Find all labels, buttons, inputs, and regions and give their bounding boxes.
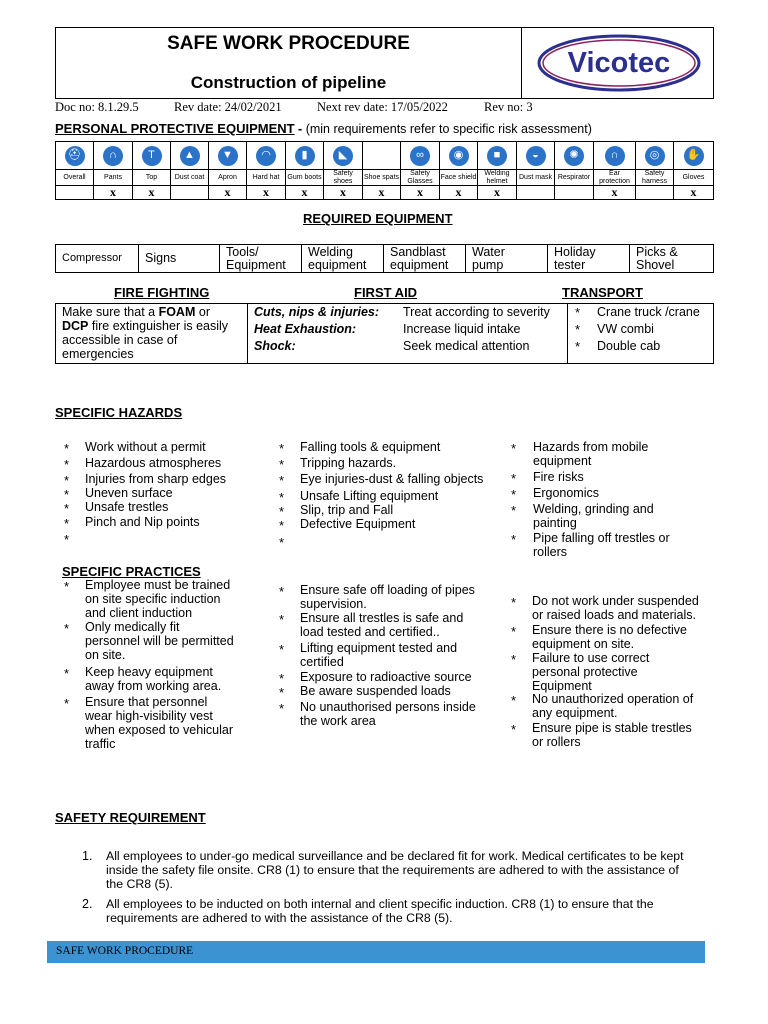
practice-item: Exposure to radioactive source	[300, 670, 472, 684]
ppe-label: Apron	[209, 169, 246, 185]
hazard-item: equipment	[533, 454, 592, 468]
ppe-icon-cell	[440, 142, 477, 169]
hard-hat-icon: ◠	[256, 146, 276, 166]
ppe-heading: PERSONAL PROTECTIVE EQUIPMENT	[55, 121, 295, 136]
ppe-column	[133, 142, 171, 199]
bullet-star-icon: *	[64, 532, 70, 547]
ppe-icon-cell	[555, 142, 593, 169]
practice-item: Ensure that personnel	[85, 695, 208, 709]
bullet-star-icon: *	[279, 457, 285, 472]
practice-item: No unauthorized operation of	[532, 692, 694, 706]
pants-icon: ∩	[103, 146, 123, 166]
bullet-star-icon: *	[279, 518, 285, 533]
dust-coat-icon: ▲	[180, 146, 200, 166]
ppe-icon-cell	[133, 142, 170, 169]
ppe-column	[56, 142, 94, 199]
safety-requirement-text: All employees to under-go medical surveillance and be declared fit for work. Medical certificates to be kept	[106, 849, 684, 863]
ppe-table	[55, 141, 714, 200]
footer-text: SAFE WORK PROCEDURE	[56, 945, 194, 957]
required-equipment-line: Equipment	[226, 257, 286, 272]
ppe-icon-cell	[401, 142, 439, 169]
safety-requirement-text: the CR8 (5).	[106, 877, 173, 891]
practice-item: traffic	[85, 737, 116, 751]
ppe-heading-line	[55, 121, 592, 136]
bullet-star-icon: *	[511, 693, 517, 708]
vicotec-logo	[537, 34, 701, 92]
required-equipment-item	[384, 245, 466, 272]
ppe-icon-cell	[478, 142, 516, 169]
hazard-item: Unsafe Lifting equipment	[300, 489, 439, 503]
ppe-column	[401, 142, 440, 199]
hazard-item: Tripping hazards.	[300, 456, 397, 470]
bullet-star-icon: *	[511, 624, 517, 639]
ppe-column	[555, 142, 594, 199]
required-equipment-item	[220, 245, 302, 272]
ppe-mark: x	[478, 185, 516, 199]
required-equipment-line: Shovel	[636, 257, 675, 272]
required-equipment-text	[308, 246, 366, 272]
document-title: SAFE WORK PROCEDURE	[167, 33, 410, 54]
practice-item: Ensure there is no defective	[532, 623, 687, 637]
bullet-star-icon: *	[64, 579, 70, 594]
ppe-column	[636, 142, 674, 199]
practice-item: Lifting equipment tested and	[300, 641, 458, 655]
practice-item: equipment on site.	[532, 637, 635, 651]
ppe-label: Gloves	[674, 169, 713, 185]
bullet-star-icon: *	[279, 473, 285, 488]
practice-item: and client induction	[85, 606, 193, 620]
hazard-item: rollers	[533, 545, 568, 559]
shoe-spats-icon	[372, 146, 392, 166]
apron-icon: ▼	[218, 146, 238, 166]
required-equipment-text	[472, 246, 505, 272]
hazard-item: Fire risks	[533, 470, 584, 484]
required-equipment-line: pump	[472, 257, 504, 272]
specific-hazards-heading: SPECIFIC HAZARDS	[55, 405, 183, 420]
bullet-star-icon: *	[279, 584, 285, 599]
ppe-icon-cell	[636, 142, 673, 169]
practice-item: or raised loads and materials.	[532, 608, 696, 622]
ppe-icon-cell	[674, 142, 713, 169]
hazard-item: Eye injuries-dust & falling objects	[300, 472, 484, 486]
doc-number: Doc no: 8.1.29.5	[55, 100, 139, 114]
ppe-mark	[555, 185, 593, 199]
required-equipment-text	[62, 252, 122, 265]
ppe-column	[324, 142, 363, 199]
first-aid-term: Heat Exhaustion:	[254, 322, 357, 336]
ppe-column	[674, 142, 713, 199]
ppe-icon-cell	[517, 142, 554, 169]
required-equipment-text	[554, 246, 596, 272]
practice-item: when exposed to vehicular	[85, 723, 234, 737]
ppe-mark	[171, 185, 208, 199]
ppe-mark: x	[363, 185, 400, 199]
ppe-mark: x	[247, 185, 285, 199]
practice-item: Be aware suspended loads	[300, 684, 451, 698]
bullet-star-icon: *	[64, 473, 70, 488]
ppe-column	[247, 142, 286, 199]
ppe-icon-cell	[324, 142, 362, 169]
hazard-item: Injuries from sharp edges	[85, 472, 227, 486]
practice-item: personnel will be permitted	[85, 634, 234, 648]
hazard-item: Pinch and Nip points	[85, 515, 200, 529]
practice-item: personal protective	[532, 665, 638, 679]
ppe-icon-cell	[594, 142, 635, 169]
safety-shoes-icon: ◣	[333, 146, 353, 166]
ppe-column	[363, 142, 401, 199]
required-equipment-item	[56, 245, 139, 272]
required-equipment-line: Signs	[145, 251, 177, 265]
practice-item: on site specific induction	[85, 592, 221, 606]
bullet-star-icon: *	[279, 504, 285, 519]
practice-item: or rollers	[532, 735, 581, 749]
safety-requirement-text: requirements are adhered to with the assistance of the CR8 (5).	[106, 911, 453, 925]
required-equipment-item	[466, 245, 548, 272]
required-equipment-line: Welding	[308, 244, 353, 259]
bullet-star-icon: *	[575, 339, 581, 354]
ppe-mark	[517, 185, 554, 199]
bullet-star-icon: *	[511, 503, 517, 518]
practice-item: Ensure all trestles is safe and	[300, 611, 464, 625]
required-equipment-line: Sandblast	[390, 244, 446, 259]
hazard-item: painting	[533, 516, 577, 530]
document-subtitle: Construction of pipeline	[190, 73, 387, 92]
bullet-star-icon: *	[64, 501, 70, 516]
bullet-star-icon: *	[64, 441, 70, 456]
ear-protection-icon: ∩	[605, 146, 625, 166]
ppe-note: (min requirements refer to specific risk assessment)	[305, 122, 592, 136]
bullet-star-icon: *	[279, 642, 285, 657]
ppe-mark: x	[133, 185, 170, 199]
ppe-label: Face shield	[440, 169, 477, 185]
ppe-label: Hard hat	[247, 169, 285, 185]
specific-practices-heading: SPECIFIC PRACTICES	[62, 564, 201, 579]
ppe-column	[94, 142, 133, 199]
practice-item: the work area	[300, 714, 376, 728]
next-rev-date: Next rev date: 17/05/2022	[317, 100, 448, 114]
practice-item: Keep heavy equipment	[85, 665, 213, 679]
hazard-item: Hazardous atmospheres	[85, 456, 222, 470]
ppe-column	[209, 142, 247, 199]
top-icon: T	[142, 146, 162, 166]
bullet-star-icon: *	[279, 671, 285, 686]
bullet-star-icon: *	[279, 441, 285, 456]
hazard-item: Hazards from mobile	[533, 440, 649, 454]
ppe-icon-cell	[94, 142, 132, 169]
transport-cell	[568, 304, 713, 363]
first-aid-action: Treat according to severity	[403, 305, 550, 319]
transport-item: Double cab	[597, 339, 661, 353]
first-aid-action: Seek medical attention	[403, 339, 530, 353]
ppe-mark	[56, 185, 93, 199]
ppe-label: Safety harness	[636, 169, 673, 185]
practice-item: supervision.	[300, 597, 367, 611]
bullet-star-icon: *	[279, 535, 285, 550]
bullet-star-icon: *	[279, 490, 285, 505]
required-equipment-line: Water	[472, 244, 505, 259]
ppe-label: Dust coat	[171, 169, 208, 185]
required-equipment-line: Picks &	[636, 244, 678, 259]
ppe-label: Safety Glasses	[401, 169, 439, 185]
first-aid-term: Cuts, nips & injuries:	[254, 305, 380, 319]
required-equipment-table	[55, 244, 714, 273]
ppe-icon-cell	[56, 142, 93, 169]
ppe-mark: x	[94, 185, 132, 199]
required-equipment-line: Tools/	[226, 244, 259, 259]
bullet-star-icon: *	[511, 487, 517, 502]
ppe-label: Ear protection	[594, 169, 635, 185]
practice-item: Equipment	[532, 679, 592, 693]
required-equipment-line: Compressor	[62, 252, 122, 264]
safety-requirement-number: 2.	[82, 897, 93, 911]
ppe-mark: x	[674, 185, 713, 199]
fire-fighting-heading: FIRE FIGHTING	[114, 285, 210, 300]
safety-requirement-text: All employees to be inducted on both internal and client specific induction. CR8 (1) to ensure that the	[106, 897, 654, 911]
bullet-star-icon: *	[575, 305, 581, 320]
required-equipment-text	[226, 246, 286, 272]
ppe-label: Shoe spats	[363, 169, 400, 185]
ppe-label: Dust mask	[517, 169, 554, 185]
bullet-star-icon: *	[511, 441, 517, 456]
ppe-label: Respirator	[555, 169, 593, 185]
header-divider	[521, 27, 522, 99]
safety-requirement-text: inside the safety file onsite. CR8 (1) to ensure that the requirements are adhered to with the assistance of	[106, 863, 679, 877]
ppe-mark: x	[324, 185, 362, 199]
practice-item: Ensure pipe is stable trestles	[532, 721, 692, 735]
face-shield-icon: ◉	[449, 146, 469, 166]
required-equipment-text	[145, 252, 176, 265]
ppe-column	[440, 142, 478, 199]
required-equipment-line: tester	[554, 257, 586, 272]
ppe-label: Gum boots	[286, 169, 323, 185]
ppe-icon-cell	[209, 142, 246, 169]
safety-requirement-number: 1.	[82, 849, 93, 863]
practice-item: away from working area.	[85, 679, 222, 693]
ppe-label: Top	[133, 169, 170, 185]
ppe-mark: x	[209, 185, 246, 199]
practice-item: No unauthorised persons inside	[300, 700, 476, 714]
bullet-star-icon: *	[279, 612, 285, 627]
ppe-column	[478, 142, 517, 199]
logo-text: Vicotec	[567, 47, 671, 79]
hazard-item: Falling tools & equipment	[300, 440, 441, 454]
ppe-column	[171, 142, 209, 199]
bullet-star-icon: *	[64, 457, 70, 472]
gloves-icon: ✋	[684, 146, 704, 166]
bullet-star-icon: *	[64, 666, 70, 681]
required-equipment-text	[636, 246, 678, 272]
practice-item: on site.	[85, 648, 126, 662]
bullet-star-icon: *	[64, 696, 70, 711]
rev-date: Rev date: 24/02/2021	[174, 100, 282, 114]
hazard-item: Uneven surface	[85, 486, 173, 500]
transport-item: Crane truck /crane	[597, 305, 700, 319]
ppe-column	[594, 142, 636, 199]
fire-fighting-cell	[56, 304, 248, 363]
ppe-column	[286, 142, 324, 199]
respirator-icon: ✺	[564, 146, 584, 166]
gum-boots-icon: ▮	[295, 146, 315, 166]
bullet-star-icon: *	[511, 722, 517, 737]
required-equipment-item	[139, 245, 220, 272]
ppe-mark: x	[594, 185, 635, 199]
fire-aid-transport-table	[55, 303, 714, 364]
ppe-icon-cell	[286, 142, 323, 169]
practice-item: Employee must be trained	[85, 578, 231, 592]
safety-harness-icon: ◎	[645, 146, 665, 166]
ppe-icon-cell	[171, 142, 208, 169]
hazard-item: Welding, grinding and	[533, 502, 654, 516]
first-aid-action: Increase liquid intake	[403, 322, 521, 336]
bullet-star-icon: *	[279, 685, 285, 700]
practice-item: wear high-visibility vest	[85, 709, 213, 723]
required-equipment-line: equipment	[390, 257, 449, 272]
required-equipment-line: Holiday	[554, 244, 596, 259]
overall-icon: ⛑	[65, 146, 85, 166]
bullet-star-icon: *	[64, 516, 70, 531]
required-equipment-item	[548, 245, 630, 272]
ppe-heading-dash: -	[294, 122, 306, 136]
hazard-item: Work without a permit	[85, 440, 206, 454]
hazard-item: Pipe falling off trestles or	[533, 531, 670, 545]
ppe-label: Welding helmet	[478, 169, 516, 185]
bullet-star-icon: *	[64, 487, 70, 502]
bullet-star-icon: *	[511, 471, 517, 486]
bullet-star-icon: *	[279, 701, 285, 716]
first-aid-heading: FIRST AID	[354, 285, 418, 300]
required-equipment-heading: REQUIRED EQUIPMENT	[303, 211, 453, 226]
practice-item: any equipment.	[532, 706, 618, 720]
transport-item: VW combi	[597, 322, 654, 336]
welding-helmet-icon: ■	[487, 146, 507, 166]
transport-heading: TRANSPORT	[562, 285, 643, 300]
dust-mask-icon: ◒	[526, 146, 546, 166]
bullet-star-icon: *	[511, 652, 517, 667]
practice-item: Failure to use correct	[532, 651, 650, 665]
bullet-star-icon: *	[575, 322, 581, 337]
practice-item: Ensure safe off loading of pipes	[300, 583, 475, 597]
ppe-mark: x	[286, 185, 323, 199]
bullet-star-icon: *	[511, 532, 517, 547]
bullet-star-icon: *	[64, 621, 70, 636]
ppe-label: Safety shoes	[324, 169, 362, 185]
ppe-icon-cell	[247, 142, 285, 169]
practice-item: Only medically fit	[85, 620, 180, 634]
required-equipment-item	[630, 245, 713, 272]
ppe-icon-cell	[363, 142, 400, 169]
ppe-label: Pants	[94, 169, 132, 185]
required-equipment-item	[302, 245, 384, 272]
first-aid-term: Shock:	[254, 339, 296, 353]
fire-fighting-text: Make sure that a FOAM or DCP fire extinguisher is easily accessible in case of emergencies	[62, 305, 229, 361]
hazard-item: Unsafe trestles	[85, 500, 169, 514]
hazard-item: Ergonomics	[533, 486, 599, 500]
practice-item: certified	[300, 655, 344, 669]
required-equipment-text	[390, 246, 448, 272]
ppe-label: Overall	[56, 169, 93, 185]
rev-number: Rev no: 3	[484, 100, 533, 114]
hazard-item: Defective Equipment	[300, 517, 416, 531]
bullet-star-icon: *	[511, 595, 517, 610]
practice-item: Do not work under suspended	[532, 594, 699, 608]
practice-item: load tested and certified..	[300, 625, 440, 639]
hazard-item: Slip, trip and Fall	[300, 503, 394, 517]
safety-requirement-heading: SAFETY REQUIREMENT	[55, 810, 206, 825]
ppe-mark: x	[440, 185, 477, 199]
ppe-column	[517, 142, 555, 199]
first-aid-cell	[248, 304, 568, 363]
safety-glasses-icon: ∞	[410, 146, 430, 166]
required-equipment-line: equipment	[308, 257, 367, 272]
ppe-mark: x	[401, 185, 439, 199]
ppe-mark	[636, 185, 673, 199]
